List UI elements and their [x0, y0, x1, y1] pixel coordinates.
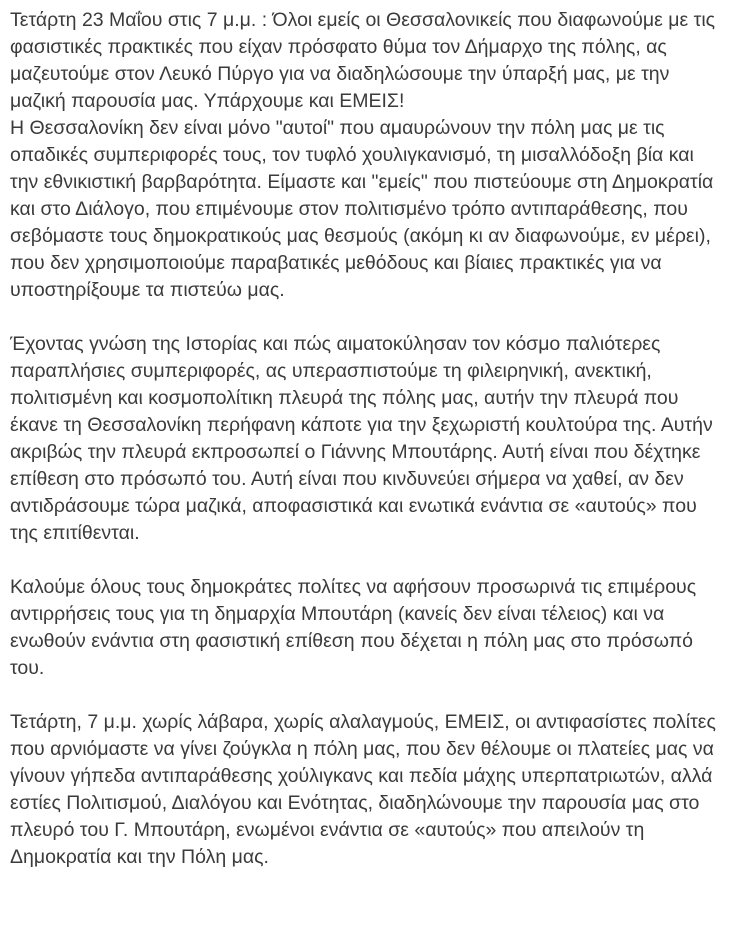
- paragraph-call-to-citizens: Καλούμε όλους τους δημοκράτες πολίτες να αφήσουν προσωρινά τις επιμέρους αντιρρήσεις τους για τη δημαρχία Μπουτάρη (κανείς δεν είναι τέλειος) και να ενωθούν ενάντια στη φασιστική επίθεση που δέχεται η πόλη μας στο πρόσωπό του.: [10, 576, 697, 679]
- paragraph-thessaloniki-not-only: Η Θεσσαλονίκη δεν είναι μόνο "αυτοί" που αμαυρώνουν την πόλη μας με τις οπαδικές συμπεριφορές τους, τον τυφλό χουλιγκανισμό, τη μισαλλόδοξη βία και την εθνικιστική βαρβαρότητα. Είμαστε και "εμείς" που πιστεύουμε στη Δημοκρατία και στο Διάλογο, που επιμένουμε στον πολιτισμένο τρόπο αντιπαράθεσης, που σεβόμαστε τους δημοκρατικούς μας θεσμούς (ακόμη κι αν διαφωνούμε, εν μέρει), που δεν χρησιμοποιούμε παραβατικές μεθόδους και βίαιες πρακτικές για να υποστηρίξουμε τα πιστεύω μας.: [10, 117, 714, 301]
- paragraph-wednesday-demonstration: Τετάρτη, 7 μ.μ. χωρίς λάβαρα, χωρίς αλαλαγμούς, ΕΜΕΙΣ, οι αντιφασίστες πολίτες που αρνιόμαστε να γίνει ζούγκλα η πόλη μας, που δεν θέλουμε οι πλατείες μας να γίνουν γήπεδα αντιπαράθεσης χούλιγκανς και πεδία μάχης υπερπατριωτών, αλλά εστίες Πολιτισμού, Διαλόγου και Ενότητας, διαδηλώνουμε την παρουσία μας στο πλευρό του Γ. Μπουτάρη, ενωμένοι ενάντια σε «αυτούς» που απειλούν τη Δημοκρατία και την Πόλη μας.: [10, 711, 716, 868]
- paragraph-announcement: Τετάρτη 23 Μαΐου στις 7 μ.μ. : Όλοι εμείς οι Θεσσαλονικείς που διαφωνούμε με τις φασιστικές πρακτικές που είχαν πρόσφατο θύμα τον Δήμαρχο της πόλης, ας μαζευτούμε στον Λευκό Πύργο για να διαδηλώσουμε την ύπαρξή μας, με την μαζική παρουσία μας. Υπάρχουμε και ΕΜΕΙΣ!: [10, 9, 716, 112]
- paragraph-history: Έχοντας γνώση της Ιστορίας και πώς αιματοκύλησαν τον κόσμο παλιότερες παραπλήσιες συμπεριφορές, ας υπερασπιστούμε τη φιλειρηνική, ανεκτική, πολιτισμένη και κοσμοπολίτικη πλευρά της πόλης μας, αυτήν την πλευρά που έκανε τη Θεσσαλονίκη περήφανη κάποτε για την ξεχωριστή κουλτούρα της. Αυτήν ακριβώς την πλευρά εκπροσωπεί ο Γιάννης Μπουτάρης. Αυτή είναι που δέχτηκε επίθεση στο πρόσωπό του. Αυτή είναι που κινδυνεύει σήμερα να χαθεί, αν δεν αντιδράσουμε τώρα μαζικά, αποφασιστικά και ενωτικά ενάντια σε «αυτούς» που της επιτίθενται.: [10, 333, 713, 544]
